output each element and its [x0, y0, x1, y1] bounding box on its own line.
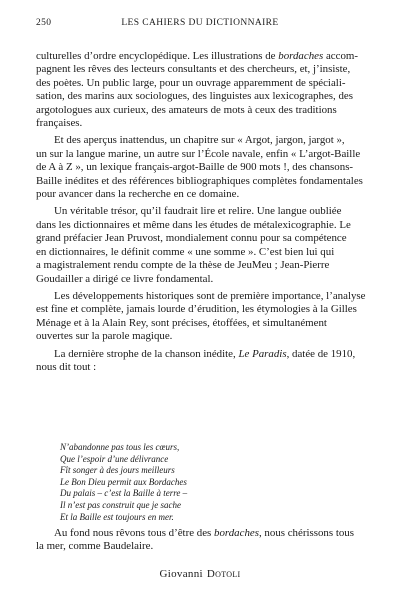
author-signature [0, 568, 400, 580]
author-last-name: Dotoli [206, 568, 241, 580]
text-line: Les développements historiques sont de première importance, l’analyse [54, 289, 366, 302]
text-line: La dernière strophe de la chanson inédite, Le Paradis, datée de 1910, [54, 347, 356, 360]
poem-line: N’abandonne pas tous les cœurs, [60, 442, 180, 452]
poem-line: Que l’espoir d’une délivrance [60, 453, 169, 464]
text-line: pour avancer dans la recherche en ce domaine. [36, 188, 240, 201]
running-head [36, 18, 364, 32]
paragraph-5 [36, 348, 364, 375]
poem-line: Et la Baille est toujours en mer. [60, 511, 174, 522]
text-line: nous dit tout : [36, 360, 97, 373]
emphasis: bordaches [278, 50, 324, 62]
text-line: pagnent les rêves des lecteurs consultants et des chercheurs, et, j’insiste, [36, 63, 351, 76]
poem-line: Du palais – c’est la Baille à terre – [60, 488, 188, 499]
body-text [36, 50, 364, 378]
poem-line: Fît songer à des jours meilleurs [60, 465, 175, 476]
closing-paragraph [36, 527, 364, 554]
text-line: culturelles d’ordre encyclopédique. Les illustrations de bordaches accom- [36, 50, 358, 62]
text-line: Goudailler a dirigé ce livre fondamental. [36, 272, 214, 285]
text-line: la mer, comme Baudelaire. [36, 540, 154, 553]
text-line: argotologues aux curieux, des amateurs de mots à ceux des traditions [36, 103, 337, 116]
text-line: ouvertes sur la parole magique. [36, 330, 173, 343]
text-line: Un véritable trésor, qu’il faudrait lire et relire. Une langue oubliée [54, 205, 342, 218]
author-first-name: Giovanni [159, 568, 203, 580]
poem-line: Il n’est pas construit que je sache [60, 499, 181, 510]
text-line: un sur la langue marine, un autre sur l’École navale, enfin « L’argot-Baille [36, 147, 361, 160]
text-line: grand préfacier Jean Pruvost, mondialement connu pour sa compétence [36, 232, 347, 245]
paragraph-1 [36, 50, 364, 130]
poem-quote [60, 442, 340, 523]
text-line: Ménage et à la Alain Rey, sont précises, étoffées, et simultanément [36, 316, 327, 329]
text-line: dans les dictionnaires et même dans les études de métalexicographie. Le [36, 218, 351, 231]
text-line: en dictionnaires, le définit comme « une somme ». C’est bien lui qui [36, 245, 335, 258]
running-title: LES CAHIERS DU DICTIONNAIRE [121, 18, 279, 28]
text-line: de A à Z », un lexique français-argot-Baille de 900 mots !, des chansons- [36, 161, 354, 174]
poem-line: Le Bon Dieu permit aux Bordaches [60, 476, 187, 487]
paragraph-2 [36, 134, 364, 201]
text-line: des poètes. Un public large, pour un ouvrage apparemment de spéciali- [36, 76, 346, 89]
paragraph-4 [36, 290, 364, 344]
text-line: françaises. [36, 117, 83, 130]
text-line: a magistralement rendu compte de la thèse de JeuMeu ; Jean-Pierre [36, 259, 330, 272]
text-line: Baille inédites et des références bibliographiques complètes fondamentales [36, 174, 363, 187]
text-line: Au fond nous rêvons tous d’être des bordaches, nous chérissons tous [54, 527, 354, 539]
text-line: sation, des marins aux sociologues, des linguistes aux lexicographes, des [36, 90, 353, 103]
paragraph-3 [36, 205, 364, 285]
page-number: 250 [36, 18, 52, 28]
text-line: est fine et complète, jamais lourde d’érudition, les étymologies à la Gilles [36, 303, 357, 316]
text-line: Et des aperçus inattendus, un chapitre sur « Argot, jargon, jargot », [54, 134, 345, 147]
emphasis: bordaches [214, 527, 259, 539]
emphasis: Le Paradis [238, 347, 287, 360]
